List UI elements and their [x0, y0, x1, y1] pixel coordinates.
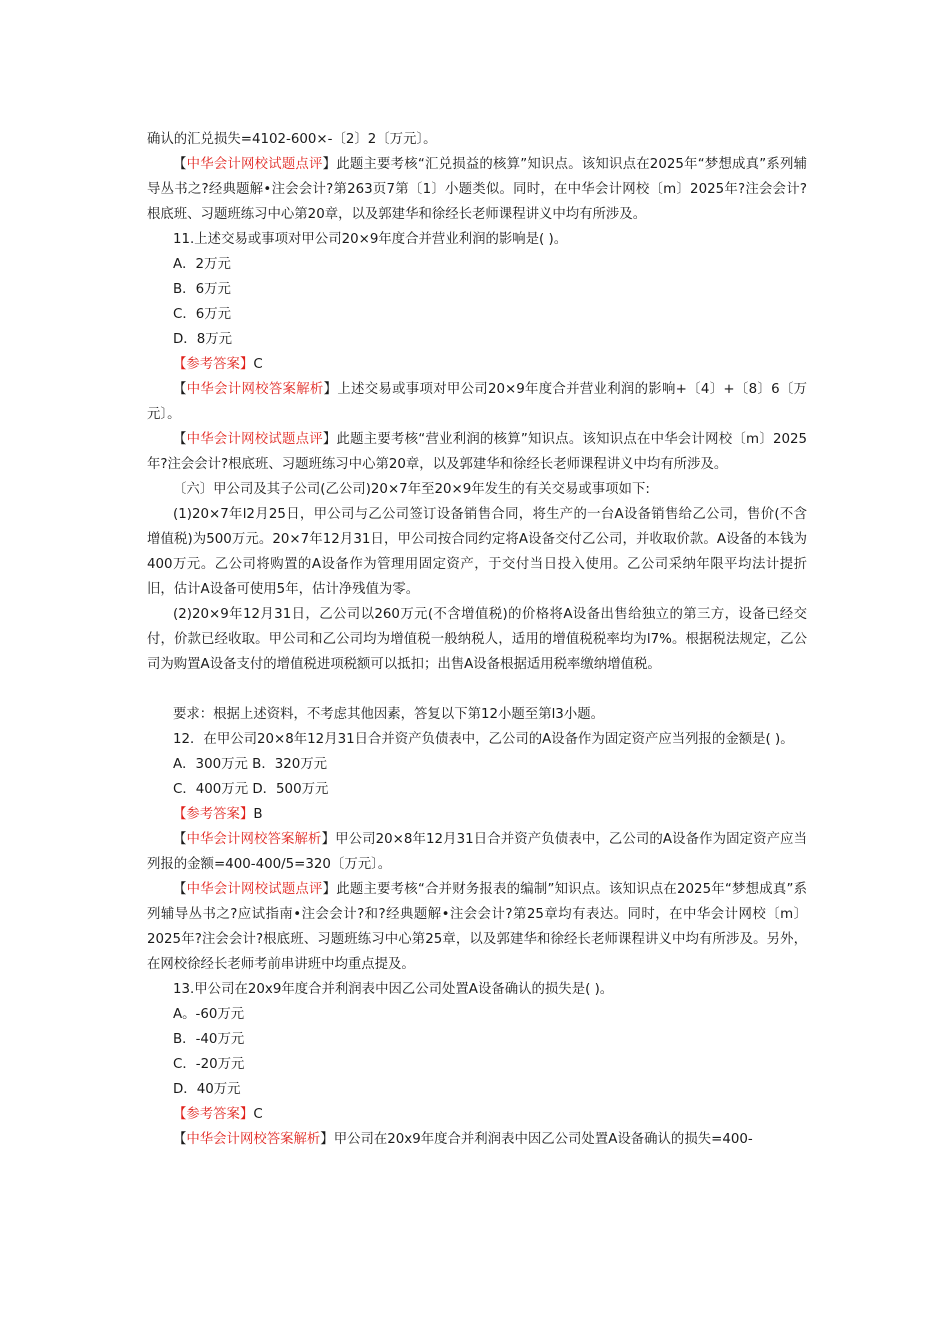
comment-text: 此题主要考核“营业利润的核算”知识点。该知识点在中华会计网校〔m〕2025年?注会会计?根底班、习题班练习中心第20章，以及郭建华和徐经长老师课程讲义中均有所涉及。 — [147, 432, 808, 472]
explanation-12 — [147, 827, 807, 877]
option-12-ab: A．300万元 B．320万元 — [173, 757, 328, 772]
answer-label: 【参考答案】 — [173, 1107, 254, 1122]
comment-paragraph-1 — [147, 152, 807, 227]
bracket-open: 【 — [173, 832, 187, 847]
bracket-open: 【 — [173, 157, 187, 172]
bracket-open: 【 — [173, 882, 187, 897]
document-body — [147, 127, 807, 1152]
answer-label: 【参考答案】 — [173, 357, 254, 372]
option-11-a: A．2万元 — [173, 257, 231, 272]
bracket-close: 】 — [322, 432, 337, 447]
explanation-text: 甲公司20×8年12月31日合并资产负债表中，乙公司的A设备作为固定资产应当列报的金额=400-400/5=320〔万元〕。 — [147, 832, 808, 872]
comment-paragraph-11 — [147, 427, 807, 477]
paragraph-exchange-loss: 确认的汇兑损失=4102-600×-〔2〕2〔万元〕。 — [147, 132, 437, 147]
explanation-label: 中华会计网校答案解析 — [186, 1132, 321, 1147]
option-11-c: C．6万元 — [173, 307, 232, 322]
option-11-d: D．8万元 — [173, 332, 233, 347]
explanation-label: 中华会计网校答案解析 — [186, 832, 322, 847]
bracket-open: 【 — [173, 382, 187, 397]
comment-label: 中华会计网校试题点评 — [186, 882, 323, 897]
explanation-13 — [147, 1127, 807, 1152]
comment-text: 此题主要考核“汇兑损益的核算”知识点。该知识点在2025年“梦想成真”系列辅导丛书之?经典题解•注会会计?第263页7第〔1〕小题类似。同时，在中华会计网校〔m〕2025年?注会会计?根底班、习题班练习中心第20章，以及郭建华和徐经长老师课程讲义中均有所涉及。 — [147, 157, 808, 222]
option-13-b: B．-40万元 — [173, 1032, 245, 1047]
bracket-open: 【 — [173, 1132, 187, 1147]
answer-12 — [147, 802, 807, 827]
answer-value: B — [253, 807, 263, 822]
option-13-c: C．-20万元 — [173, 1057, 245, 1072]
bracket-close: 】 — [320, 1132, 334, 1147]
bracket-close: 】 — [322, 882, 337, 897]
comment-text: 此题主要考核“合并财务报表的编制”知识点。该知识点在2025年“梦想成真”系列辅导丛书之?应试指南•注会会计?和?经典题解•注会会计?第25章均有表达。同时，在中华会计网校〔m〕2025年?注会会计?根底班、习题班练习中心第25章，以及郭建华和徐经长老师课程讲义中均有所涉及。另外，在网校徐经长老师考前串讲班中均重点提及。 — [147, 882, 808, 972]
requirement: 要求：根据上述资料，不考虑其他因素，答复以下第12小题至第l3小题。 — [173, 707, 604, 722]
blank-line — [147, 677, 807, 702]
explanation-text: 上述交易或事项对甲公司20×9年度合并营业利润的影响+〔4〕+〔8〕6〔万元〕。 — [147, 382, 808, 422]
answer-value: C — [253, 357, 263, 372]
option-11-b: B．6万元 — [173, 282, 231, 297]
option-12-cd: C．400万元 D．500万元 — [173, 782, 329, 797]
answer-13 — [147, 1102, 807, 1127]
answer-label: 【参考答案】 — [173, 807, 254, 822]
bracket-close: 】 — [323, 382, 338, 397]
bracket-open: 【 — [173, 432, 187, 447]
section-6-item-1: (1)20×7年l2月25日，甲公司与乙公司签订设备销售合同，将生产的一台A设备销售给乙公司，售价(不含增值税)为500万元。20×7年12月31日，甲公司按合同约定将A设备交付乙公司，并收取价款。A设备的本钱为400万元。乙公司将购置的A设备作为管理用固定资产，于交付当日投入使用。乙公司采纳年限平均法计提折旧，估计A设备可使用5年，估计净残值为零。 — [147, 507, 807, 597]
option-13-a: A。-60万元 — [173, 1007, 245, 1022]
comment-label: 中华会计网校试题点评 — [186, 157, 323, 172]
section-6-heading: 〔六〕甲公司及其子公司(乙公司)20×7年至20×9年发生的有关交易或事项如下: — [173, 482, 650, 497]
answer-11 — [147, 352, 807, 377]
question-13: 13.甲公司在20x9年度合并利润表中因乙公司处置A设备确认的损失是( )。 — [173, 982, 614, 997]
explanation-11 — [147, 377, 807, 427]
question-11: 11.上述交易或事项对甲公司20×9年度合并营业利润的影响是( )。 — [173, 232, 568, 247]
option-13-d: D．40万元 — [173, 1082, 241, 1097]
section-6-item-2: (2)20×9年12月31日，乙公司以260万元(不含增值税)的价格将A设备出售给独立的第三方，设备已经交付，价款已经收取。甲公司和乙公司均为增值税一般纳税人，适用的增值税税率均为l7%。根据税法规定，乙公司为购置A设备支付的增值税进项税额可以抵扣；出售A设备根据适用税率缴纳增值税。 — [147, 607, 807, 672]
explanation-text: 甲公司在20x9年度合并利润表中因乙公司处置A设备确认的损失=400- — [333, 1132, 753, 1147]
bracket-close: 】 — [321, 832, 336, 847]
question-12: 12．在甲公司20×8年12月31日合并资产负债表中，乙公司的A设备作为固定资产应当列报的金额是( )。 — [173, 732, 794, 747]
answer-value: C — [253, 1107, 263, 1122]
comment-label: 中华会计网校试题点评 — [186, 432, 323, 447]
explanation-label: 中华会计网校答案解析 — [186, 382, 324, 397]
bracket-close: 】 — [322, 157, 337, 172]
comment-paragraph-12 — [147, 877, 807, 977]
